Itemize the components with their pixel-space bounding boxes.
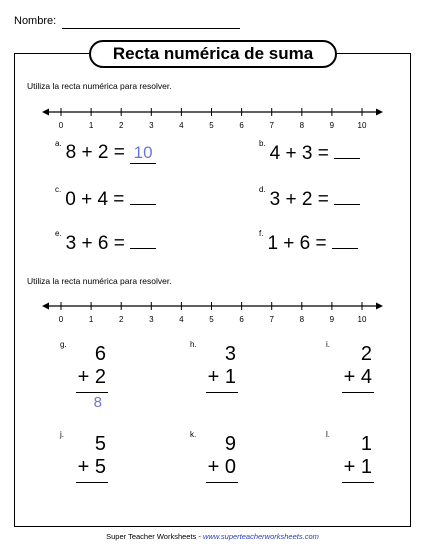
name-line[interactable] <box>62 28 240 29</box>
instruction-1: Utiliza la recta numérica para resolver. <box>27 81 172 91</box>
problem-letter: l. <box>326 430 330 439</box>
tick-label: 0 <box>58 121 64 130</box>
tick-label: 5 <box>209 315 214 324</box>
tick-label: 10 <box>357 121 367 130</box>
answer-bar[interactable] <box>206 392 238 393</box>
problem-a <box>55 139 156 164</box>
bottom-number: + 1 <box>207 366 236 388</box>
right-arrow-icon <box>376 109 383 116</box>
tick-label: 8 <box>299 121 305 130</box>
problem-expression: 1 + 6 = <box>267 233 327 254</box>
problem-l <box>326 430 386 510</box>
problem-letter: b. <box>259 139 266 148</box>
bottom-number: + 1 <box>343 456 372 478</box>
footer-brand: Super Teacher Worksheets - <box>106 532 203 541</box>
answer-blank[interactable] <box>334 142 360 159</box>
top-number: 3 <box>224 343 236 365</box>
tick-label: 7 <box>269 315 274 324</box>
number-line-2 <box>40 297 385 327</box>
problem-h <box>190 340 250 420</box>
answer-bar[interactable] <box>76 392 108 393</box>
problem-letter: a. <box>55 139 62 148</box>
problem-expression: 3 + 2 = <box>269 189 329 210</box>
bottom-number: + 2 <box>77 366 106 388</box>
top-number: 2 <box>360 343 372 365</box>
problem-letter: e. <box>55 229 62 238</box>
problem-f <box>259 229 358 255</box>
right-arrow-icon <box>376 303 383 310</box>
problem-letter: j. <box>60 430 64 439</box>
answer-bar[interactable] <box>342 482 374 483</box>
tick-label: 2 <box>118 315 124 324</box>
tick-label: 4 <box>179 315 184 324</box>
page-title: Recta numérica de suma <box>89 40 337 68</box>
tick-label: 4 <box>179 121 184 130</box>
tick-label: 5 <box>209 121 214 130</box>
tick-label: 8 <box>299 315 305 324</box>
problem-letter: c. <box>55 185 62 194</box>
answer-bar[interactable] <box>342 392 374 393</box>
top-number: 5 <box>94 433 106 455</box>
problem-c <box>55 185 156 211</box>
name-label: Nombre: <box>14 15 57 27</box>
problem-expression: 4 + 3 = <box>269 143 329 164</box>
answer-bar[interactable] <box>206 482 238 483</box>
left-arrow-icon <box>42 303 49 310</box>
problem-k <box>190 430 250 510</box>
problem-letter: d. <box>259 185 266 194</box>
bottom-number: + 4 <box>343 366 372 388</box>
answer-bar[interactable] <box>76 482 108 483</box>
tick-label: 2 <box>118 121 124 130</box>
bottom-number: + 0 <box>207 456 236 478</box>
tick-label: 3 <box>149 121 154 130</box>
problem-d <box>259 185 360 211</box>
number-line-1 <box>40 103 385 133</box>
top-number: 1 <box>360 433 372 455</box>
problem-e <box>55 229 156 255</box>
answer-blank[interactable] <box>130 188 156 205</box>
answer-blank[interactable] <box>334 188 360 205</box>
instruction-2: Utiliza la recta numérica para resolver. <box>27 276 172 286</box>
answer-trace: 8 <box>93 394 102 411</box>
tick-label: 3 <box>149 315 154 324</box>
top-number: 9 <box>224 433 236 455</box>
tick-label: 0 <box>58 315 64 324</box>
problem-expression: 0 + 4 = <box>65 189 125 210</box>
tick-label: 9 <box>329 121 335 130</box>
tick-label: 9 <box>329 315 335 324</box>
problem-letter: f. <box>259 229 264 238</box>
footer <box>0 532 425 541</box>
problem-i <box>326 340 386 420</box>
left-arrow-icon <box>42 109 49 116</box>
tick-label: 6 <box>239 315 244 324</box>
footer-link[interactable]: www.superteacherworksheets.com <box>202 532 319 541</box>
answer-blank[interactable] <box>332 232 358 249</box>
tick-label: 1 <box>88 315 94 324</box>
problem-expression: 3 + 6 = <box>65 233 125 254</box>
problem-expression: 8 + 2 = <box>65 142 125 163</box>
tick-label: 1 <box>88 121 94 130</box>
tick-label: 7 <box>269 121 274 130</box>
bottom-number: + 5 <box>77 456 106 478</box>
answer-trace[interactable]: 10 <box>130 143 156 164</box>
problem-letter: k. <box>190 430 197 439</box>
problem-j <box>60 430 120 510</box>
problem-g <box>60 340 120 420</box>
tick-label: 10 <box>357 315 367 324</box>
tick-label: 6 <box>239 121 244 130</box>
answer-blank[interactable] <box>130 232 156 249</box>
problem-letter: g. <box>60 340 67 349</box>
problem-letter: h. <box>190 340 197 349</box>
problem-b <box>259 139 360 165</box>
top-number: 6 <box>94 343 106 365</box>
problem-letter: i. <box>326 340 330 349</box>
